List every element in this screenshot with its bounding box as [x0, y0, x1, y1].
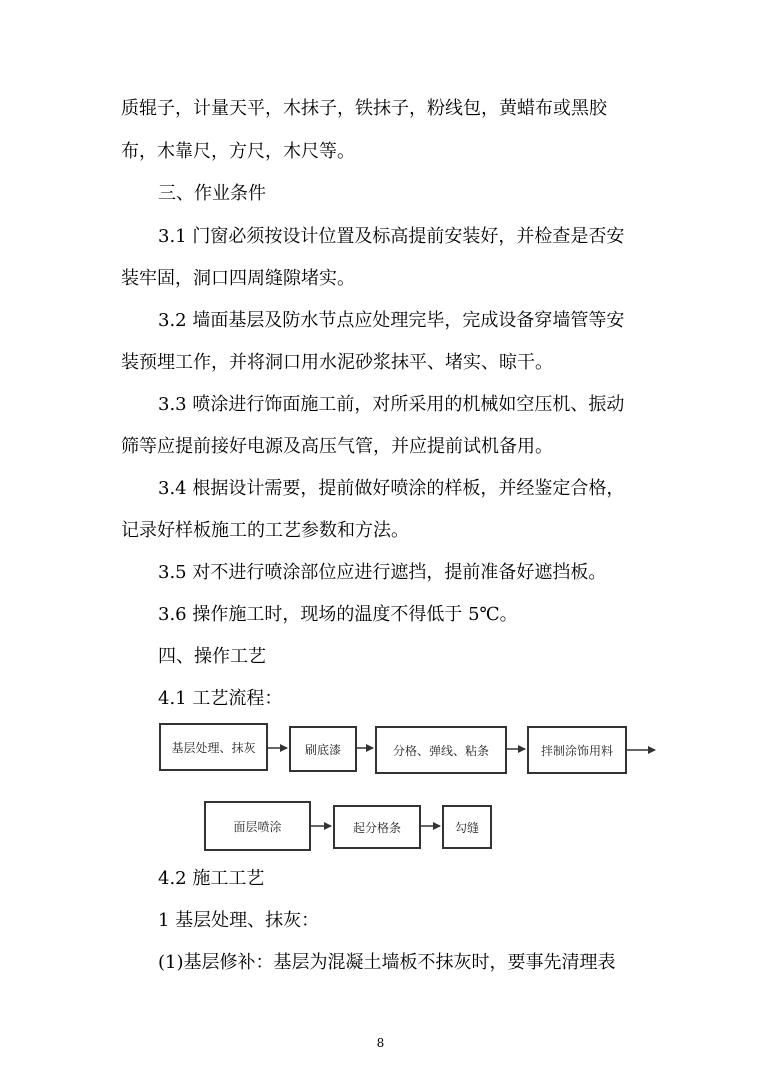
- text-line: 3.3 喷涂进行饰面施工前，对所采用的机械如空压机、振动: [158, 394, 625, 415]
- text-line: 3.2 墙面基层及防水节点应处理完毕，完成设备穿墙管等安: [158, 310, 625, 331]
- text-line: 3.6 操作施工时，现场的温度不得低于 5℃。: [158, 604, 518, 625]
- section-heading: 三、作业条件: [158, 183, 266, 204]
- flow-step-jointing: 勾缝: [442, 805, 492, 849]
- text-line: 布，木靠尺，方尺，木尺等。: [121, 141, 355, 162]
- text-line: (1)基层修补：基层为混凝土墙板不抹灰时，要事先清理表: [158, 952, 616, 973]
- text-line: 记录好样板施工的工艺参数和方法。: [121, 520, 409, 541]
- text-line: 筛等应提前接好电源及高压气管，并应提前试机备用。: [121, 436, 553, 457]
- text-line: 3.5 对不进行喷涂部位应进行遮挡，提前准备好遮挡板。: [158, 562, 607, 583]
- flow-step-base-treatment: 基层处理、抹灰: [159, 723, 268, 771]
- flow-step-remove-strips: 起分格条: [333, 805, 421, 849]
- text-line: 质辊子，计量天平，木抹子，铁抹子，粉线包，黄蜡布或黑胶: [121, 98, 607, 119]
- flow-step-top-spray: 面层喷涂: [204, 801, 311, 851]
- text-line: 3.4 根据设计需要，提前做好喷涂的样板，并经鉴定合格，: [158, 478, 625, 499]
- section-heading: 四、操作工艺: [158, 646, 266, 667]
- text-line: 3.1 门窗必须按设计位置及标高提前安装好，并检查是否安: [158, 226, 625, 247]
- text-line: 1 基层处理、抹灰：: [158, 910, 320, 931]
- flow-step-primer: 刷底漆: [289, 726, 357, 772]
- text-line: 装牢固，洞口四周缝隙堵实。: [121, 268, 355, 289]
- text-line: 装预埋工作，并将洞口用水泥砂浆抹平、堵实、晾干。: [121, 352, 553, 373]
- flow-step-grid-line-strip: 分格、弹线、粘条: [375, 726, 507, 774]
- flow-step-mix-coating: 拌制涂饰用料: [527, 726, 627, 774]
- page-number: 8: [376, 1036, 385, 1050]
- subsection-heading: 4.1 工艺流程：: [158, 688, 283, 709]
- subsection-heading: 4.2 施工工艺: [158, 868, 265, 889]
